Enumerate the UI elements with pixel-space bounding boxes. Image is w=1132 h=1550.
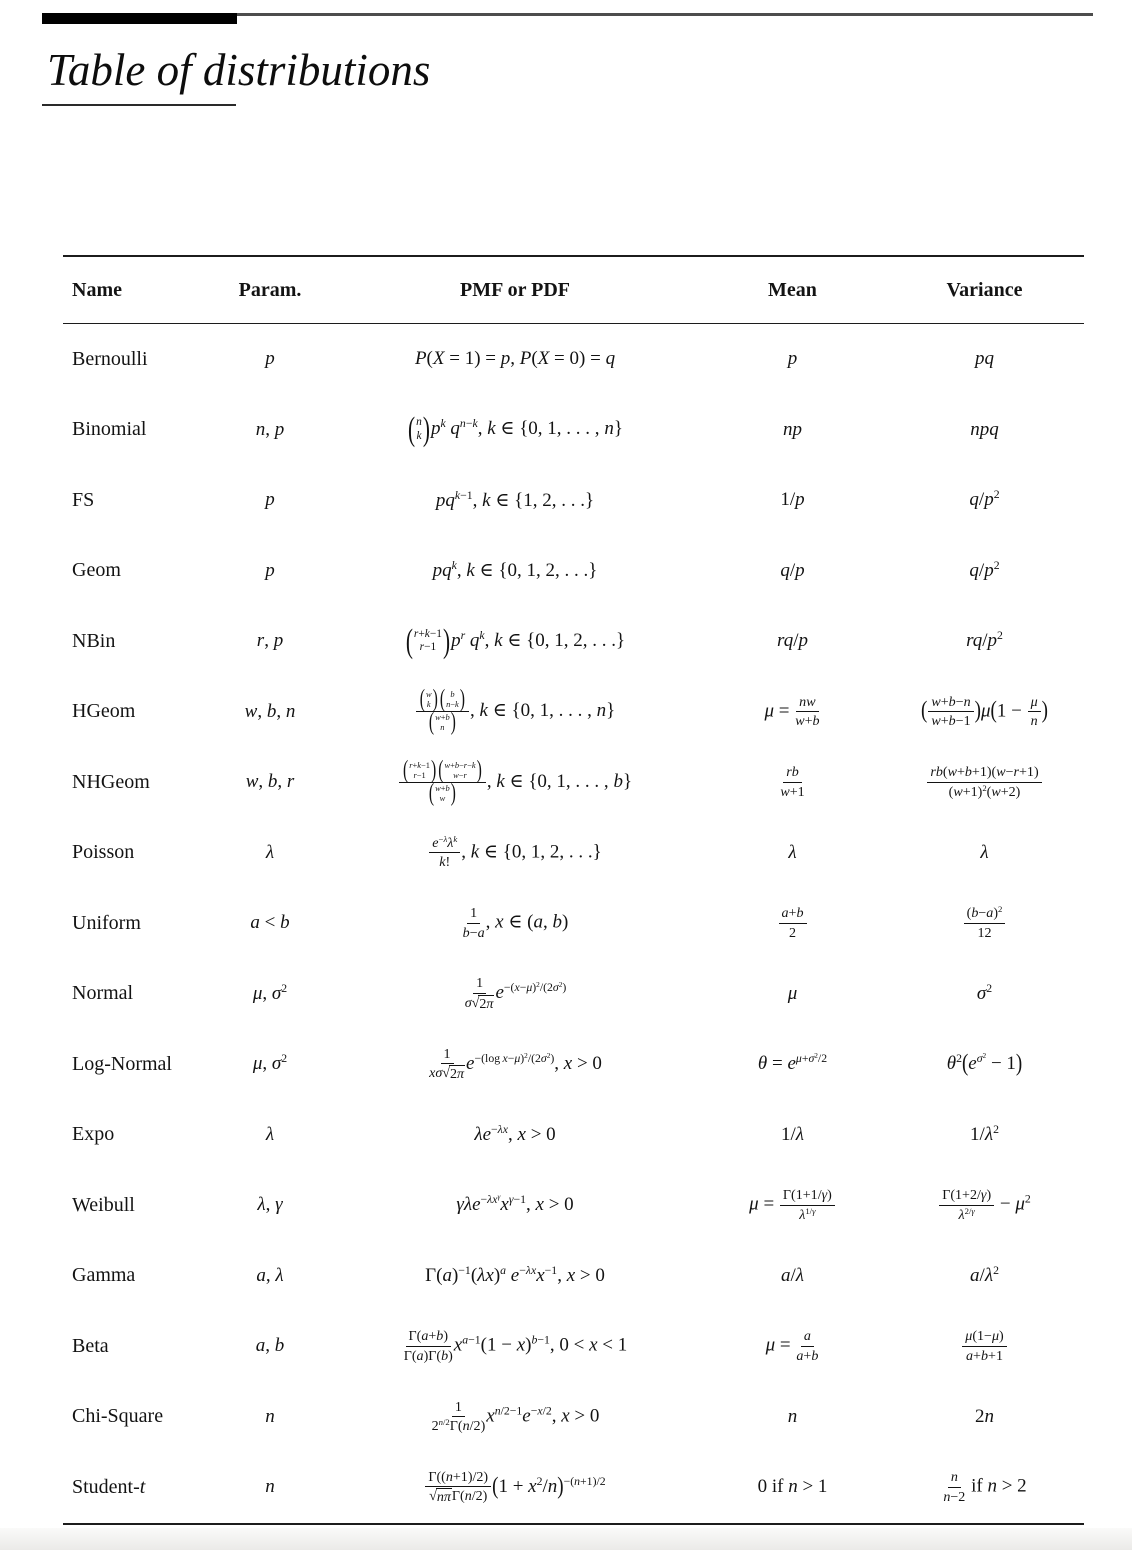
cell-variance: $rq/p^2$ xyxy=(966,629,1003,652)
column-header-variance: Variance xyxy=(885,256,1084,324)
table-row xyxy=(63,536,1084,607)
cell-pmf: ( w k ) ( b n−k ) ( w+b n ) , k ∈ {0, 1, . . . , n} xyxy=(330,677,700,748)
cell-name: Bernoulli xyxy=(72,347,148,370)
cell-variance: $\frac{\Gamma(1+2/\gamma)}{\lambda^{2/\gamma}}$ − $\mu^2$ xyxy=(885,1170,1084,1241)
cell-mean: np xyxy=(783,418,802,440)
table-row xyxy=(63,1452,1084,1524)
cell-mean: $\theta = e^{\mu+\sigma^2/2}$ xyxy=(757,1051,828,1075)
cell-variance: $\theta^2(e^{\sigma^2} - 1)$ xyxy=(946,1050,1023,1078)
cell-mean: p xyxy=(787,348,798,370)
title-underline xyxy=(42,104,236,106)
table-row xyxy=(63,1029,1084,1100)
column-header-name: Name xyxy=(63,256,210,324)
cell-variance: pq xyxy=(975,348,994,370)
table-row xyxy=(63,677,1084,748)
cell-pmf: $pq^k$, k ∈ {0, 1, 2, . . .} xyxy=(432,559,598,582)
cell-pmf: ( r+k−1 r−1 ) $p^r$ $q^k$, k ∈ {0, 1, 2, . . .} xyxy=(405,621,626,660)
cell-name: Geom xyxy=(72,559,121,582)
cell-variance: $\frac{(b-a)^2}{12}$ xyxy=(885,888,1084,959)
cell-variance: 2n xyxy=(975,1405,994,1427)
cell-pmf: P(X = 1) = p, P(X = 0) = q xyxy=(414,348,616,370)
cell-param: p xyxy=(265,559,275,581)
table-row xyxy=(63,465,1084,536)
cell-name: Binomial xyxy=(72,418,147,441)
table-body xyxy=(63,324,1084,1524)
cell-mean: μ = $\frac{a}{a+b}$ xyxy=(765,1328,819,1364)
table-row xyxy=(63,888,1084,959)
cell-param: λ xyxy=(265,841,275,863)
cell-variance: $\sigma^2$ xyxy=(976,981,993,1004)
column-header-param: Param. xyxy=(210,256,330,324)
cell-variance: $\frac{rb(w+b+1)(w-r+1)}{(w+1)^2(w+2)}$ xyxy=(885,747,1084,818)
cell-mean: $\frac{a+b}{2}$ xyxy=(700,888,885,959)
cell-mean: n xyxy=(787,1405,798,1427)
cell-param: p xyxy=(265,489,275,511)
cell-name: Weibull xyxy=(72,1193,135,1216)
page-title: Table of distributions xyxy=(47,45,431,95)
cell-pmf: $\Gamma(a)^{-1}(\lambda x)^a$ $e^{-\lambda x}x^{-1}$, x > 0 xyxy=(425,1263,605,1286)
cell-param: n, p xyxy=(255,418,285,440)
header-rule xyxy=(237,13,1093,16)
cell-param: a, b xyxy=(255,1335,285,1357)
cell-mean: λ xyxy=(788,841,797,863)
cell-param: μ, $\sigma^2$ xyxy=(252,981,288,1004)
cell-param: λ xyxy=(265,1123,275,1145)
cell-pmf: Γ((n+1)/2) √ nπ Γ(n/2) $(1 + x^2/n)^{-(n+1)/2}$ xyxy=(330,1452,700,1524)
cell-param: w, b, n xyxy=(244,700,296,722)
cell-name: Beta xyxy=(72,1334,109,1357)
cell-param: a < b xyxy=(250,912,290,934)
cell-param: a, λ xyxy=(256,1264,284,1286)
cell-variance: $\frac{\mu(1-\mu)}{a+b+1}$ xyxy=(885,1311,1084,1382)
cell-name: Student-t xyxy=(63,1452,210,1524)
cell-mean: $\frac{rb}{w+1}$ xyxy=(780,764,805,800)
cell-pmf: $\frac{1}{b-a}$ , x ∈ (a, b) xyxy=(462,905,569,941)
page-bottom-shade xyxy=(0,1528,1132,1550)
cell-param: n xyxy=(265,1405,275,1427)
cell-name: NBin xyxy=(72,629,116,652)
cell-variance: $q/p^2$ xyxy=(969,558,1000,581)
cell-mean: 1/λ xyxy=(780,1123,804,1145)
cell-pmf: $\frac{\Gamma(a+b)}{\Gamma(a)\Gamma(b)}$ $x^{a-1}(1 - x)^{b-1}$, 0 < x < 1 xyxy=(403,1328,628,1364)
table-header-row xyxy=(63,256,1084,324)
cell-name: Gamma xyxy=(72,1264,136,1287)
cell-name: Poisson xyxy=(72,841,135,864)
cell-pmf: ( r+k−1 r−1 ) ( w+b−r−k w−r ) ( w+b w ) , k ∈ {0, 1, . . . , b} xyxy=(330,747,700,818)
table-row xyxy=(63,606,1084,677)
cell-name: NHGeom xyxy=(72,770,150,793)
cell-mean: q/p xyxy=(780,559,805,581)
cell-pmf: $\gamma\lambda e^{-\lambda x^\gamma}x^{\gamma-1}$, x > 0 xyxy=(456,1192,574,1216)
table-row xyxy=(63,1170,1084,1241)
cell-variance: $a/\lambda^2$ xyxy=(970,1263,999,1286)
cell-param: w, b, r xyxy=(245,771,295,793)
cell-variance: npq xyxy=(970,418,999,440)
table-container xyxy=(63,255,1084,1525)
cell-param: μ, $\sigma^2$ xyxy=(252,1052,288,1075)
table-row xyxy=(63,324,1084,395)
distributions-table xyxy=(63,255,1084,1525)
table-row xyxy=(63,1382,1084,1453)
cell-name: HGeom xyxy=(72,700,136,723)
cell-pmf: $\lambda e^{-\lambda x}$, x > 0 xyxy=(474,1122,556,1145)
table-row xyxy=(63,1311,1084,1382)
cell-variance: λ xyxy=(980,841,989,863)
table-row xyxy=(63,1100,1084,1171)
cell-pmf: $\frac{e^{-\lambda}\lambda^k}{k!}$ , k ∈ {0, 1, 2, . . .} xyxy=(330,818,700,889)
table-row xyxy=(63,1241,1084,1312)
table-row xyxy=(63,395,1084,466)
cell-mean: rq/p xyxy=(777,630,808,652)
cell-mean: μ xyxy=(787,982,798,1004)
table-row xyxy=(63,959,1084,1030)
cell-mean: 0 if n > 1 xyxy=(700,1452,885,1524)
cell-variance: $q/p^2$ xyxy=(969,488,1000,511)
cell-mean: μ = $\frac{\Gamma(1+1/\gamma)}{\lambda^{1/\gamma}}$ xyxy=(700,1170,885,1241)
cell-name: Log-Normal xyxy=(72,1052,172,1075)
cell-name: Normal xyxy=(72,982,134,1005)
title-marker-bar xyxy=(42,13,237,24)
cell-pmf: $\frac{1}{2^{n/2}\Gamma(n/2)}$ $x^{n/2-1}e^{-x/2}$, x > 0 xyxy=(431,1398,600,1435)
cell-mean: μ = $\frac{nw}{w+b}$ xyxy=(764,693,820,730)
cell-variance: $\frac{n}{n-2}$ if n > 2 xyxy=(885,1452,1084,1524)
cell-name: Chi-Square xyxy=(72,1405,164,1428)
cell-mean: a/λ xyxy=(780,1264,804,1286)
cell-mean: 1/p xyxy=(780,489,805,511)
cell-pmf: $pq^{k-1}$, k ∈ {1, 2, . . .} xyxy=(435,488,595,511)
column-header-mean: Mean xyxy=(700,256,885,324)
cell-variance: $1/\lambda^2$ xyxy=(970,1122,999,1145)
cell-pmf: 1 σ √ 2π $e^{-(x-\mu)^2/(2\sigma^2)}$ xyxy=(464,975,567,1012)
cell-name: Expo xyxy=(72,1123,115,1146)
table-row xyxy=(63,747,1084,818)
cell-variance: ( $\frac{w+b-n}{w+b-1}$ )μ(1 − $\frac{\mu}{n}$ ) xyxy=(921,693,1048,730)
cell-name: FS xyxy=(72,488,95,511)
cell-param: p xyxy=(265,348,275,370)
cell-param: λ, γ xyxy=(257,1194,283,1216)
table-row xyxy=(63,818,1084,889)
column-header-pmf-pdf: PMF or PDF xyxy=(330,256,700,324)
cell-param: r, p xyxy=(256,630,284,652)
cell-pmf: ( n k ) $p^k$ $q^{n-k}$, k ∈ {0, 1, . . . , n} xyxy=(408,409,623,448)
cell-name: Uniform xyxy=(72,911,141,934)
cell-param: n xyxy=(210,1452,330,1524)
cell-pmf: 1 xσ √ 2π $e^{-(log x-\mu)^2/(2\sigma^2)}$, x > 0 xyxy=(429,1045,602,1083)
